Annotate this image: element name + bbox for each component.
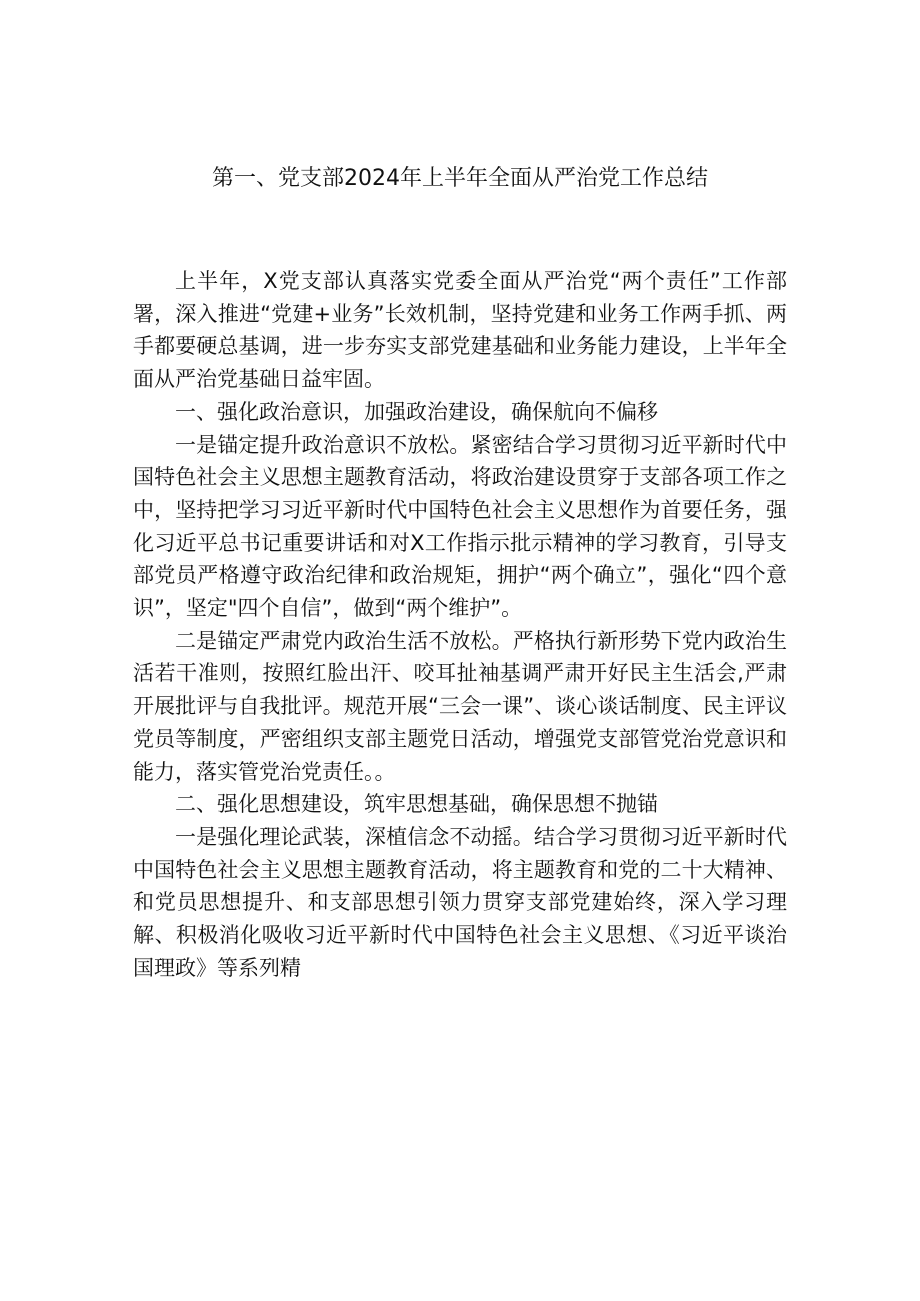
section-heading-1: 一、强化政治意识，加强政治建设，确保航向不偏移: [175, 399, 658, 424]
paragraph-political-awareness: 一是锚定提升政治意识不放松。紧密结合学习贯彻习近平新时代中国特色社会主义思想主题教育活动，将政治建设贯穿于支部各项工作之中，坚持把学习习近平新时代中国特色社会主义思想作为首要任务，强化习近平总书记重要讲话和对X工作指示批示精神的学习教育，引导支部党员严格遵守政治纪律和政治规矩，拥护“两个确立”，强化“四个意识”，坚定"四个自信”，做到“两个维护”。: [133, 432, 787, 621]
paragraph-theory-armament: 一是强化理论武装，深植信念不动摇。结合学习贯彻习近平新时代中国特色社会主义思想主题教育活动，将主题教育和党的二十大精神、和党员思想提升、和支部思想引领力贯穿支部党建始终，深入学习理解、积极消化吸收习近平新时代中国特色社会主义思想、《习近平谈治国理政》等系列精: [133, 824, 787, 980]
document-body: [133, 265, 787, 984]
section-heading-2: 二、强化思想建设，筑牢思想基础，确保思想不抛锚: [175, 792, 658, 817]
paragraph-political-life: 二是锚定严肃党内政治生活不放松。严格执行新形势下党内政治生活若干准则，按照红脸出汗、咬耳扯袖基调严肃开好民主生活会,严肃开展批评与自我批评。规范开展“三会一课”、谈心谈话制度、民主评议党员等制度，严密组织支部主题党日活动，增强党支部管党治党意识和能力，落实管党治党责任。。: [133, 628, 787, 784]
paragraph-intro: 上半年，X党支部认真落实党委全面从严治党“两个责任”工作部署，深入推进“党建+业务”长效机制，坚持党建和业务工作两手抓、两手都要硬总基调，进一步夯实支部党建基础和业务能力建设，上半年全面从严治党基础日益牢固。: [133, 269, 787, 392]
document-title: 第一、党支部2024年上半年全面从严治党工作总结: [212, 166, 708, 191]
